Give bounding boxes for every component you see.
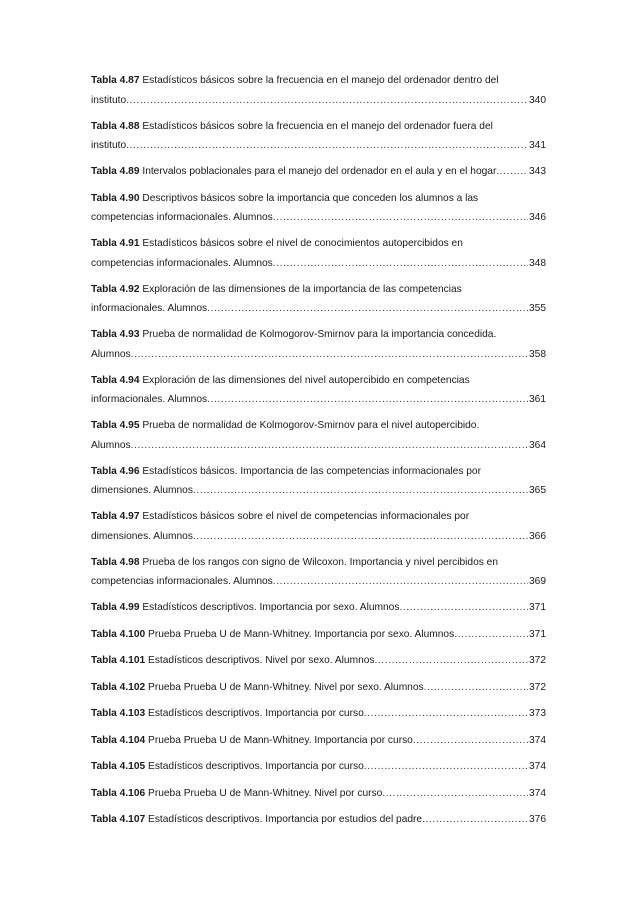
entry-title-text xyxy=(91,678,424,698)
entry-title-line xyxy=(91,117,546,137)
entry-title-text xyxy=(91,757,364,777)
page-number: 371 xyxy=(529,628,546,640)
table-number: Tabla 4.106 xyxy=(91,787,146,799)
table-number: Tabla 4.96 xyxy=(91,465,140,477)
dot-leader xyxy=(364,757,528,777)
entry-title-text xyxy=(91,651,375,671)
toc-entry[interactable] xyxy=(91,757,546,777)
entry-title-continuation: instituto xyxy=(91,94,127,106)
entry-title-continuation: Estadísticos descriptivos. Importancia por estudios del padre xyxy=(148,814,423,825)
entry-title-continuation: Prueba Prueba U de Mann-Whitney. Importancia por curso xyxy=(148,734,413,746)
toc-entry[interactable] xyxy=(91,280,546,319)
entry-title-text xyxy=(91,810,422,830)
entry-title-text xyxy=(91,784,382,804)
entry-leader-line xyxy=(91,162,546,182)
toc-entry[interactable] xyxy=(91,162,546,182)
page-number: 364 xyxy=(529,439,546,451)
entry-leader-line xyxy=(91,757,546,777)
entry-title-text xyxy=(91,254,273,274)
entry-leader-line xyxy=(91,345,546,365)
entry-leader-line xyxy=(91,598,546,618)
table-number: Tabla 4.93 xyxy=(91,329,140,340)
toc-entry[interactable] xyxy=(91,678,546,698)
toc-entry[interactable] xyxy=(91,651,546,671)
page-number: 373 xyxy=(529,708,546,719)
entry-title-line xyxy=(91,325,546,345)
toc-entry[interactable] xyxy=(91,784,546,804)
entry-title-continuation: Estadísticos descriptivos. Nivel por sexo. Alumnos xyxy=(148,655,375,666)
entry-title-continuation: informacionales. Alumnos xyxy=(91,394,208,405)
page-number: 374 xyxy=(529,761,546,772)
entry-title-text: Prueba de los rangos con signo de Wilcoxon. Importancia y nivel percibidos en xyxy=(142,556,498,568)
entry-title-line xyxy=(91,371,546,391)
entry-leader-line xyxy=(91,731,546,751)
entry-title-text xyxy=(91,572,273,592)
entry-title-text: Prueba de normalidad de Kolmogorov-Smirnov para el nivel autopercibido. xyxy=(142,420,480,431)
page-number: 372 xyxy=(529,655,546,666)
entry-leader-line xyxy=(91,810,546,830)
entry-leader-line xyxy=(91,481,546,501)
entry-leader-line xyxy=(91,390,546,410)
page-number: 369 xyxy=(529,576,546,587)
entry-title-text xyxy=(91,91,126,111)
dot-leader xyxy=(273,208,528,228)
page-number: 346 xyxy=(529,212,546,223)
dot-leader xyxy=(207,390,528,410)
entry-title-continuation: competencias informacionales. Alumnos xyxy=(91,212,273,223)
entry-title-continuation: Alumnos xyxy=(91,348,131,360)
page-number: 341 xyxy=(529,140,546,151)
entry-title-text xyxy=(91,299,207,319)
dot-leader xyxy=(273,254,528,274)
dot-leader xyxy=(193,527,528,547)
toc-entry[interactable] xyxy=(91,625,546,645)
entry-title-continuation: instituto xyxy=(91,140,127,151)
table-number: Tabla 4.95 xyxy=(91,420,140,431)
entry-title-continuation: Intervalos poblacionales para el manejo del ordenador en el aula y en el hogar xyxy=(142,166,497,177)
entry-leader-line xyxy=(91,651,546,671)
dot-leader xyxy=(382,784,528,804)
entry-title-continuation: informacionales. Alumnos xyxy=(91,303,208,314)
toc-entry[interactable] xyxy=(91,416,546,455)
dot-leader xyxy=(375,651,528,671)
table-number: Tabla 4.107 xyxy=(91,814,146,825)
entry-title-text xyxy=(91,527,193,547)
toc-entry[interactable] xyxy=(91,234,546,273)
entry-leader-line xyxy=(91,678,546,698)
table-number: Tabla 4.92 xyxy=(91,283,140,295)
entry-title-text xyxy=(91,481,193,501)
table-number: Tabla 4.91 xyxy=(91,238,140,249)
dot-leader xyxy=(496,162,528,182)
table-number: Tabla 4.90 xyxy=(91,192,140,204)
toc-entry[interactable] xyxy=(91,189,546,228)
dot-leader xyxy=(422,810,528,830)
entry-title-text xyxy=(91,625,454,645)
entry-title-continuation: Estadísticos descriptivos. Importancia por curso xyxy=(148,761,364,772)
entry-title-line xyxy=(91,553,546,573)
entry-leader-line xyxy=(91,527,546,547)
entry-leader-line xyxy=(91,704,546,724)
entry-title-continuation: competencias informacionales. Alumnos xyxy=(91,257,273,269)
entry-leader-line xyxy=(91,254,546,274)
table-number: Tabla 4.97 xyxy=(91,511,140,522)
page-number: 340 xyxy=(529,94,546,106)
entry-leader-line xyxy=(91,784,546,804)
entry-title-continuation: Estadísticos descriptivos. Importancia por curso xyxy=(148,708,364,719)
entry-title-text xyxy=(91,436,131,456)
toc-entry[interactable] xyxy=(91,117,546,156)
entry-leader-line xyxy=(91,625,546,645)
page-number: 361 xyxy=(529,394,546,405)
page-number: 376 xyxy=(529,814,546,825)
page-number: 374 xyxy=(529,734,546,746)
table-number: Tabla 4.105 xyxy=(91,761,146,772)
entry-title-line xyxy=(91,189,546,209)
dot-leader xyxy=(193,481,528,501)
entry-title-continuation: Prueba Prueba U de Mann-Whitney. Nivel por sexo. Alumnos xyxy=(148,681,424,693)
page-number: 371 xyxy=(529,602,546,613)
dot-leader xyxy=(131,436,528,456)
entry-title-continuation: dimensiones. Alumnos xyxy=(91,485,193,496)
table-number: Tabla 4.88 xyxy=(91,120,140,132)
entry-title-text: Estadísticos básicos sobre el nivel de conocimientos autopercibidos en xyxy=(142,238,463,249)
entry-leader-line xyxy=(91,136,546,156)
dot-leader xyxy=(126,91,528,111)
toc-entry[interactable] xyxy=(91,325,546,364)
toc-entry[interactable] xyxy=(91,731,546,751)
entry-title-text: Descriptivos básicos sobre la importancia que conceden los alumnos a las xyxy=(142,192,479,204)
entry-title-continuation: competencias informacionales. Alumnos xyxy=(91,576,273,587)
table-number: Tabla 4.98 xyxy=(91,556,140,568)
toc-entry[interactable] xyxy=(91,598,546,618)
dot-leader xyxy=(399,598,528,618)
page-number: 355 xyxy=(529,303,546,314)
toc-entry[interactable] xyxy=(91,704,546,724)
toc-entry[interactable] xyxy=(91,553,546,592)
table-number: Tabla 4.100 xyxy=(91,628,146,640)
entry-title-continuation: Prueba Prueba U de Mann-Whitney. Nivel por curso xyxy=(148,787,383,799)
entry-title-text: Estadísticos básicos sobre la frecuencia en el manejo del ordenador dentro del xyxy=(142,75,499,86)
page-number: 365 xyxy=(529,485,546,496)
dot-leader xyxy=(424,678,528,698)
toc-entry[interactable] xyxy=(91,71,546,110)
dot-leader xyxy=(126,136,528,156)
page-number: 348 xyxy=(529,257,546,269)
dot-leader xyxy=(364,704,528,724)
entry-leader-line xyxy=(91,91,546,111)
entry-leader-line xyxy=(91,572,546,592)
dot-leader xyxy=(207,299,528,319)
entry-title-text: Estadísticos básicos sobre la frecuencia en el manejo del ordenador fuera del xyxy=(142,120,493,132)
page-number: 343 xyxy=(529,166,546,177)
entry-title-continuation: Estadísticos descriptivos. Importancia por sexo. Alumnos xyxy=(142,602,400,613)
entry-title-line xyxy=(91,416,546,436)
entry-title-text: Estadísticos básicos sobre el nivel de competencias informacionales por xyxy=(142,511,470,522)
toc-entry[interactable] xyxy=(91,810,546,830)
page-number: 374 xyxy=(529,787,546,799)
entry-title-line xyxy=(91,234,546,254)
entry-title-text xyxy=(91,704,364,724)
entry-title-text xyxy=(91,162,496,182)
entry-title-text: Prueba de normalidad de Kolmogorov-Smirnov para la importancia concedida. xyxy=(142,329,497,340)
table-of-contents xyxy=(91,71,546,837)
dot-leader xyxy=(273,572,528,592)
table-number: Tabla 4.104 xyxy=(91,734,146,746)
page-number: 372 xyxy=(529,681,546,693)
entry-title-line xyxy=(91,280,546,300)
entry-title-text xyxy=(91,390,207,410)
entry-title-text xyxy=(91,345,131,365)
entry-title-text xyxy=(91,731,413,751)
entry-leader-line xyxy=(91,208,546,228)
toc-entry[interactable] xyxy=(91,462,546,501)
dot-leader xyxy=(454,625,528,645)
entry-title-text xyxy=(91,598,399,618)
toc-entry[interactable] xyxy=(91,507,546,546)
entry-title-continuation: Prueba Prueba U de Mann-Whitney. Importancia por sexo. Alumnos xyxy=(148,628,455,640)
entry-title-line xyxy=(91,462,546,482)
entry-title-continuation: Alumnos xyxy=(91,439,131,451)
table-number: Tabla 4.99 xyxy=(91,602,140,613)
dot-leader xyxy=(131,345,528,365)
entry-title-text: Exploración de las dimensiones del nivel autopercibido en competencias xyxy=(142,374,470,386)
entry-leader-line xyxy=(91,299,546,319)
page-number: 358 xyxy=(529,348,546,360)
table-number: Tabla 4.102 xyxy=(91,681,146,693)
table-number: Tabla 4.94 xyxy=(91,374,140,386)
table-number: Tabla 4.87 xyxy=(91,75,140,86)
entry-title-line xyxy=(91,71,546,91)
entry-title-continuation: dimensiones. Alumnos xyxy=(91,530,193,542)
entry-title-line xyxy=(91,507,546,527)
entry-title-text xyxy=(91,136,126,156)
entry-leader-line xyxy=(91,436,546,456)
table-number: Tabla 4.89 xyxy=(91,166,140,177)
entry-title-text: Estadísticos básicos. Importancia de las competencias informacionales por xyxy=(142,465,481,477)
table-number: Tabla 4.103 xyxy=(91,708,146,719)
page-number: 366 xyxy=(529,530,546,542)
table-number: Tabla 4.101 xyxy=(91,655,146,666)
toc-entry[interactable] xyxy=(91,371,546,410)
entry-title-text: Exploración de las dimensiones de la importancia de las competencias xyxy=(142,283,462,295)
entry-title-text xyxy=(91,208,273,228)
dot-leader xyxy=(413,731,528,751)
